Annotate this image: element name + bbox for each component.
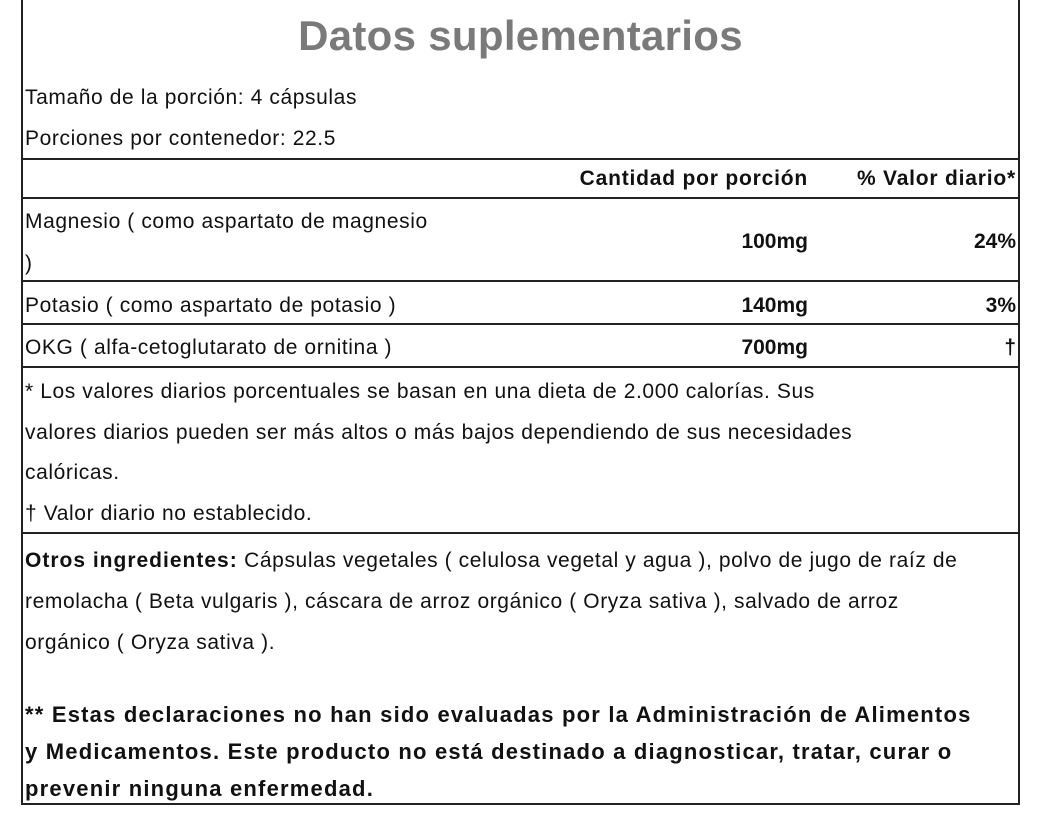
nutrient-dv-potasio: 3% (985, 294, 1016, 317)
supplement-facts-panel (21, 0, 1020, 805)
divider (23, 323, 1018, 325)
nutrient-name-magnesio: Magnesio ( como aspartato de magnesio (25, 210, 428, 233)
footnote-line: * Los valores diarios porcentuales se basan en una dieta de 2.000 calorías. Sus (25, 380, 815, 403)
divider (23, 532, 1018, 534)
serving-size: Tamaño de la porción: 4 cápsulas (25, 86, 358, 109)
daily-value-header: % Valor diario* (856, 167, 1016, 190)
nutrient-name-magnesio-cont: ) (25, 252, 33, 275)
divider (23, 197, 1018, 199)
panel-title: Datos suplementarios (298, 12, 743, 59)
amount-per-serving-header: Cantidad por porción (579, 167, 808, 190)
nutrient-amount-okg: 700mg (741, 336, 808, 359)
divider (23, 158, 1018, 160)
nutrient-name-potasio: Potasio ( como aspartato de potasio ) (25, 294, 397, 317)
divider (23, 366, 1018, 368)
nutrient-amount-potasio: 140mg (741, 294, 808, 317)
other-ingredients-label: Otros ingredientes: (25, 549, 238, 572)
footnote-dagger: † Valor diario no establecido. (25, 502, 313, 525)
nutrient-amount-magnesio: 100mg (741, 230, 808, 253)
fda-disclaimer: ** Estas declaraciones no han sido evaluadas por la Administración de Alimentos y Medicamentos. Este producto no está destinado a diagnosticar, tratar, curar o prevenir ninguna enfermedad. (25, 702, 972, 801)
other-ingredients (25, 540, 985, 663)
nutrient-dv-magnesio: 24% (973, 230, 1016, 253)
other-ingredients-text: Cápsulas vegetales ( celulosa vegetal y agua ), polvo de jugo de raíz de remolacha ( Beta vulgaris ), cáscara de arroz orgánico ( Oryza sativa ), salvado de arroz orgánico ( Oryza sativa ). (25, 549, 958, 654)
servings-per-container: Porciones por contenedor: 22.5 (25, 127, 337, 150)
divider (23, 280, 1018, 282)
nutrient-name-okg: OKG ( alfa-cetoglutarato de ornitina ) (25, 336, 393, 359)
nutrient-dv-okg: † (1004, 336, 1016, 359)
footnote-line: calóricas. (25, 461, 120, 484)
footnote-line: valores diarios pueden ser más altos o más bajos dependiendo de sus necesidades (25, 421, 853, 444)
